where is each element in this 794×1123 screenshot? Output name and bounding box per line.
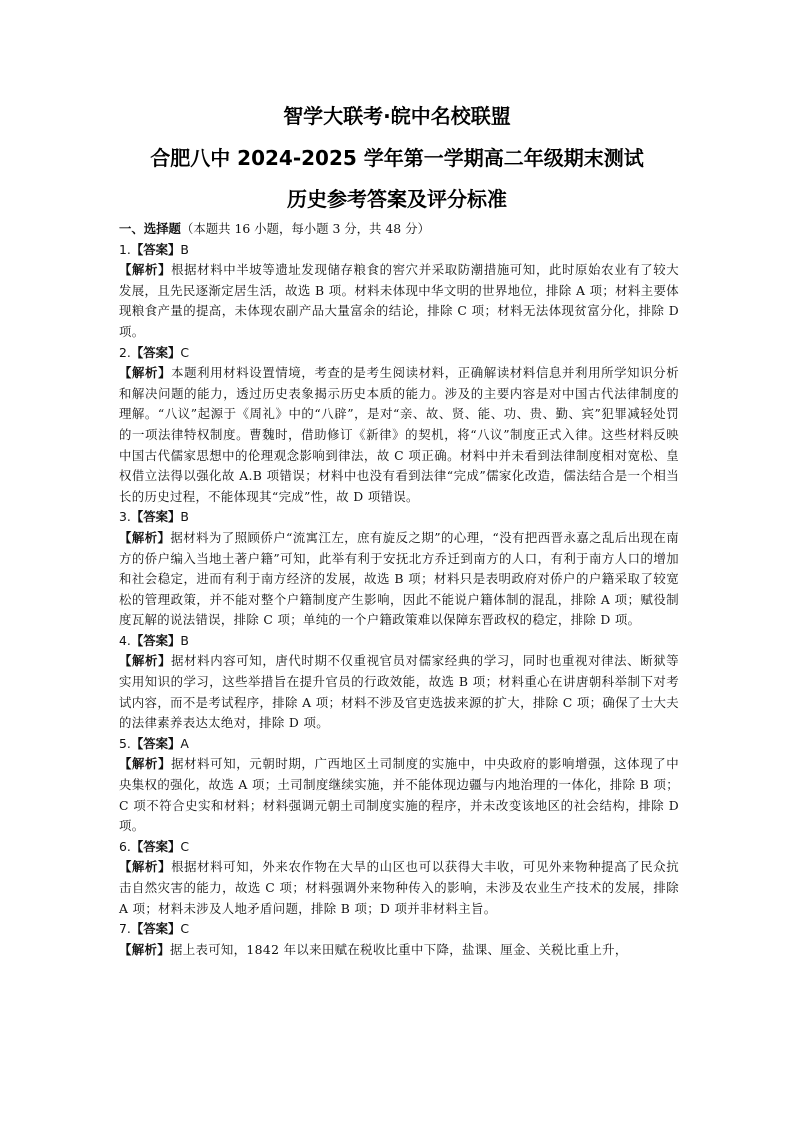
analysis-label: 【解析】 — [119, 365, 172, 381]
analysis-paragraph — [119, 528, 679, 631]
header-exam-title: 合肥八中 2024-2025 学年第一学期高二年级期末测试 — [150, 146, 644, 170]
header-alliance-title: 智学大联考·皖中名校联盟 — [283, 104, 511, 128]
answer-line — [119, 734, 679, 755]
analysis-text: 据材料内容可知，唐代时期不仅重视官员对儒家经典的学习，同时也重视对律法、断狱等实用知识的学习，这些举措旨在提升官员的行政效能，故选 B 项；材料重心在讲唐朝科举制下对考试内容，而不是考试程序，排除 A 项；材料不涉及官吏选拔来源的扩大，排除 C 项；确保了士大夫的法律素养表达太绝对，排除 D 项。 — [119, 653, 679, 731]
document-header — [0, 104, 794, 211]
section-title: 一、选择题 — [119, 221, 181, 236]
analysis-label: 【解析】 — [119, 859, 172, 875]
question-item — [119, 919, 679, 960]
answer-value: C — [180, 838, 190, 854]
answer-label: 【答案】 — [130, 509, 181, 525]
question-number: 3. — [119, 509, 131, 525]
answer-line — [119, 507, 679, 528]
analysis-paragraph — [119, 940, 679, 961]
analysis-label: 【解析】 — [119, 941, 170, 957]
answer-label: 【答案】 — [130, 838, 181, 854]
answer-label: 【答案】 — [130, 735, 181, 751]
analysis-text: 据材料可知，元朝时期，广西地区土司制度的实施中，中央政府的影响增强，这体现了中央集权的强化，故选 A 项；土司制度继续实施，并不能体现边疆与内地治理的一体化，排除 B 项；C 项不符合史实和材料；材料强调元朝土司制度实施的程序，并未改变该地区的社会结构，排除 D 项。 — [119, 756, 679, 834]
question-item — [119, 631, 679, 734]
question-item — [119, 507, 679, 631]
answer-line — [119, 837, 679, 858]
question-number: 7. — [119, 921, 131, 937]
analysis-label: 【解析】 — [119, 756, 172, 772]
answer-label: 【答案】 — [130, 632, 181, 648]
analysis-text: 据材料为了照顾侨户“流寓江左，庶有旋反之期”的心理，“没有把西晋永嘉之乱后出现在南方的侨户编入当地土著户籍”可知，此举有利于安抚北方乔迁到南方的人口，有利于南方人口的增加和社会稳定，进而有利于南方经济的发展，故选 B 项；材料只是表明政府对侨户的户籍采取了较宽松的管理政策，并不能对整个户籍制度产生影响，因此不能说户籍体制的混乱，排除 A 项；赋役制度瓦解的说法错误，排除 C 项；单纯的一个户籍政策难以保障东晋政权的稳定，排除 D 项。 — [119, 529, 679, 628]
question-number: 1. — [119, 241, 131, 257]
question-number: 4. — [119, 632, 131, 648]
analysis-paragraph — [119, 363, 679, 507]
analysis-text: 据上表可知，1842 年以来田赋在税收比重中下降，盐课、厘金、关税比重上升， — [169, 941, 628, 957]
analysis-text: 根据材料中半坡等遗址发现储存粮食的窖穴并采取防潮措施可知，此时原始农业有了较大发展，且先民逐渐定居生活，故选 B 项。材料未体现中华文明的世界地位，排除 A 项；材料主要体现粮食产量的提高，未体现农副产品大量富余的结论，排除 C 项；材料无法体现贫富分化，排除 D 项。 — [119, 262, 679, 339]
section-note: （本题共 16 小题，每小题 3 分，共 48 分） — [180, 221, 430, 236]
question-item — [119, 343, 679, 508]
answer-line — [119, 240, 679, 261]
answer-label: 【答案】 — [130, 921, 181, 937]
answer-value: C — [180, 344, 190, 360]
answer-line — [119, 919, 679, 940]
answer-line — [119, 343, 679, 364]
question-item — [119, 837, 679, 919]
header-answer-key-title: 历史参考答案及评分标准 — [287, 187, 507, 211]
answer-value: B — [180, 509, 189, 525]
analysis-paragraph — [119, 651, 679, 733]
answer-value: C — [180, 921, 190, 937]
answer-value: B — [180, 632, 189, 648]
analysis-paragraph — [119, 260, 679, 342]
analysis-label: 【解析】 — [119, 262, 172, 278]
answer-line — [119, 631, 679, 652]
answer-content — [119, 219, 679, 960]
analysis-label: 【解析】 — [119, 529, 171, 545]
analysis-text: 本题利用材料设置情境，考查的是考生阅读材料，正确解读材料信息并利用所学知识分析和解决问题的能力，透过历史表象揭示历史本质的能力。涉及的主要内容是对中国古代法律制度的理解。“八议”起源于《周礼》中的“八辟”，是对“亲、故、贤、能、功、贵、勤、宾”犯罪减轻处罚的一项法律特权制度。曹魏时，借助修订《新律》的契机，将“八议”制度正式入律。这些材料反映中国古代儒家思想中的伦理观念影响到律法，故 C 项正确。材料中并未看到法律制度相对宽松、皇权借立法得以强化故 A.B 项错误；材料中也没有看到法律“完成”儒家化改造，儒法结合是一个相当长的历史过程，不能体现其“完成”性，故 D 项错误。 — [119, 365, 679, 504]
answer-label: 【答案】 — [130, 241, 181, 257]
analysis-text: 根据材料可知，外来农作物在大旱的山区也可以获得大丰收，可见外来物种提高了民众抗击自然灾害的能力，故选 C 项；材料强调外来物种传入的影响，未涉及农业生产技术的发展，排除 A 项；材料未涉及人地矛盾问题，排除 B 项；D 项并非材料主旨。 — [119, 859, 679, 916]
analysis-label: 【解析】 — [119, 653, 172, 669]
analysis-paragraph — [119, 754, 679, 836]
section-heading — [119, 219, 679, 240]
analysis-paragraph — [119, 857, 679, 919]
question-number: 6. — [119, 838, 131, 854]
answer-value: A — [180, 735, 189, 751]
answer-label: 【答案】 — [130, 344, 181, 360]
answer-value: B — [180, 241, 189, 257]
question-number: 5. — [119, 735, 131, 751]
question-item — [119, 734, 679, 837]
question-number: 2. — [119, 344, 131, 360]
question-item — [119, 240, 679, 343]
